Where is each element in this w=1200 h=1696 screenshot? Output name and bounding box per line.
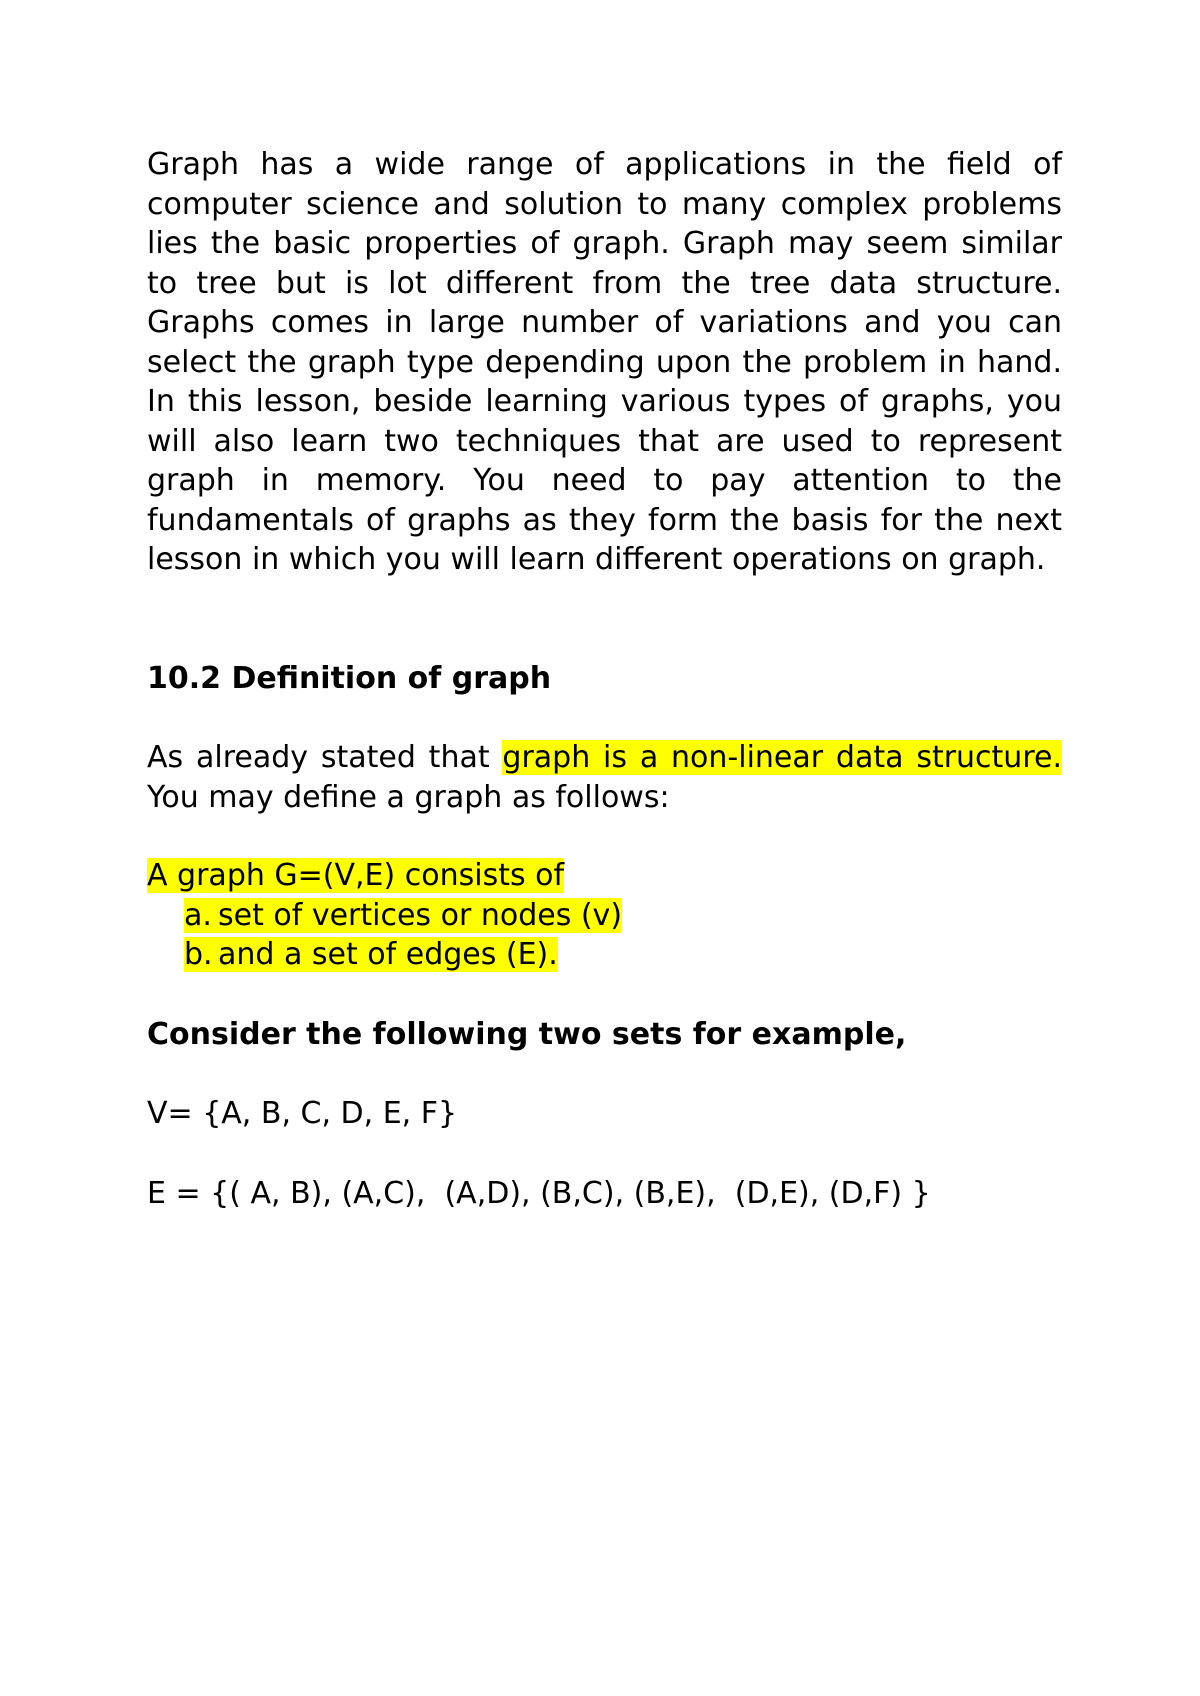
definition-paragraph-tail: You may define a graph as follows: [147, 779, 670, 815]
graph-definition [147, 856, 1062, 975]
definition-statement [147, 856, 1062, 896]
definition-item-text: and a set of edges (E). [218, 937, 558, 972]
edge-set: E = {( A, B), (A,C), (A,D), (B,C), (B,E), (D,E), (D,F) } [147, 1175, 931, 1211]
definition-item-marker-b [184, 937, 558, 972]
definition-statement-text: A graph G=(V,E) consists of [147, 858, 565, 893]
list-marker: b. [184, 937, 213, 972]
definition-item-vertices [147, 896, 1062, 936]
definition-item-marker-a [184, 898, 622, 933]
definition-paragraph-lead: As already stated that [147, 740, 503, 775]
highlighted-definition: graph is a non-linear data structure. [502, 740, 1062, 775]
list-marker: a. [184, 897, 212, 933]
definition-item-edges [147, 935, 1062, 975]
definition-paragraph [147, 738, 1062, 817]
section-heading: 10.2 Definition of graph [147, 660, 552, 696]
example-heading: Consider the following two sets for example, [147, 1016, 907, 1052]
page-content [147, 145, 1062, 1213]
vertex-set: V= {A, B, C, D, E, F} [147, 1096, 458, 1131]
intro-paragraph: Graph has a wide range of applications in the field of computer science and solution to many complex problems lies the basic properties of graph. Graph may seem similar to tree but is lot different from the tree data structure. Graphs comes in large number of variations and you can select the graph type depending upon the problem in hand. In this lesson, beside learning various types of graphs, you will also learn two techniques that are used to represent graph in memory. You need to pay attention to the fundamentals of graphs as they form the basis for the next lesson in which you will learn different operations on graph. [147, 147, 1062, 577]
definition-item-text: set of vertices or nodes (v) [218, 897, 623, 933]
